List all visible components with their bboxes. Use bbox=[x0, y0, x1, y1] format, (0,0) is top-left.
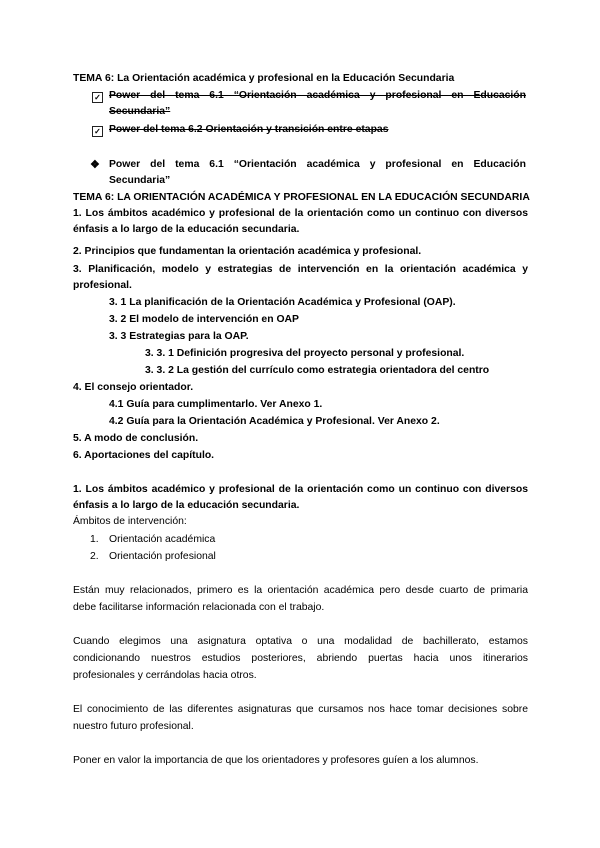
checklist-item-1-line-2: Secundaria” bbox=[109, 106, 171, 117]
list-number: 1. bbox=[90, 534, 99, 545]
index-item-2: 2. Principios que fundamentan la orientación académica y profesional. bbox=[73, 246, 422, 257]
index-item-6: 6. Aportaciones del capítulo. bbox=[73, 450, 215, 461]
paragraph-1-line-1: Están muy relacionados, primero es la orientación académica pero desde cuarto de primaria bbox=[73, 585, 528, 596]
checklist-item-2: Power del tema 6.2 Orientación y transición entre etapas bbox=[109, 124, 389, 135]
index-item-3-1: 3. 1 La planificación de la Orientación Académica y Profesional (OAP). bbox=[109, 297, 456, 308]
index-heading: TEMA 6: LA ORIENTACIÓN ACADÉMICA Y PROFESIONAL EN LA EDUCACIÓN SECUNDARIA bbox=[73, 192, 530, 203]
bullet-item-line-2: Secundaria” bbox=[109, 175, 171, 186]
checklist-item-1-line-1: Power del tema 6.1 “Orientación académica y profesional en Educación bbox=[109, 90, 526, 101]
index-item-3-line-1: 3. Planificación, modelo y estrategias de intervención en la orientación académica y bbox=[73, 264, 528, 275]
paragraph-2-line-3: profesionales y cerrándolas hacia otros. bbox=[73, 670, 257, 681]
list-item: Orientación profesional bbox=[109, 551, 216, 562]
paragraph-2-line-1: Cuando elegimos una asignatura optativa o una modalidad de bachillerato, estamos bbox=[73, 636, 528, 647]
diamond-bullet-icon: ❖ bbox=[90, 159, 100, 171]
list-number: 2. bbox=[90, 551, 99, 562]
paragraph-4: Poner en valor la importancia de que los orientadores y profesores guíen a los alumnos. bbox=[73, 755, 479, 766]
section-1-heading-line-1: 1. Los ámbitos académico y profesional de la orientación como un continuo con diversos bbox=[73, 484, 528, 495]
index-item-1-line-2: énfasis a lo largo de la educación secundaria. bbox=[73, 224, 300, 235]
index-item-5: 5. A modo de conclusión. bbox=[73, 433, 199, 444]
index-item-3-3: 3. 3 Estrategias para la OAP. bbox=[109, 331, 249, 342]
checkbox-checked-icon: ✓ bbox=[92, 92, 103, 103]
index-item-3-3-1: 3. 3. 1 Definición progresiva del proyecto personal y profesional. bbox=[145, 348, 465, 359]
index-item-4: 4. El consejo orientador. bbox=[73, 382, 194, 393]
index-item-3-3-2: 3. 3. 2 La gestión del currículo como estrategia orientadora del centro bbox=[145, 365, 490, 376]
bullet-item-line-1: Power del tema 6.1 “Orientación académica y profesional en Educación bbox=[109, 159, 526, 170]
index-item-3-line-2: profesional. bbox=[73, 280, 132, 291]
paragraph-3-line-2: nuestro futuro profesional. bbox=[73, 721, 194, 732]
section-1-heading-line-2: énfasis a lo largo de la educación secundaria. bbox=[73, 500, 300, 511]
index-item-3-2: 3. 2 El modelo de intervención en OAP bbox=[109, 314, 299, 325]
section-1-intro: Ámbitos de intervención: bbox=[73, 516, 187, 527]
paragraph-1-line-2: debe facilitarse información relacionada con el trabajo. bbox=[73, 602, 325, 613]
index-item-1-line-1: 1. Los ámbitos académico y profesional de la orientación como un continuo con diversos bbox=[73, 208, 528, 219]
list-item: Orientación académica bbox=[109, 534, 216, 545]
document-title: TEMA 6: La Orientación académica y profesional en la Educación Secundaria bbox=[73, 73, 455, 84]
paragraph-3-line-1: El conocimiento de las diferentes asignaturas que cursamos nos hace tomar decisiones sobre bbox=[73, 704, 528, 715]
paragraph-2-line-2: condicionando nuestros estudios posteriores, abriendo puertas hacia unos itinerarios bbox=[73, 653, 528, 664]
index-item-4-2: 4.2 Guía para la Orientación Académica y Profesional. Ver Anexo 2. bbox=[109, 416, 440, 427]
index-item-4-1: 4.1 Guía para cumplimentarlo. Ver Anexo 1. bbox=[109, 399, 323, 410]
checkbox-checked-icon: ✓ bbox=[92, 126, 103, 137]
